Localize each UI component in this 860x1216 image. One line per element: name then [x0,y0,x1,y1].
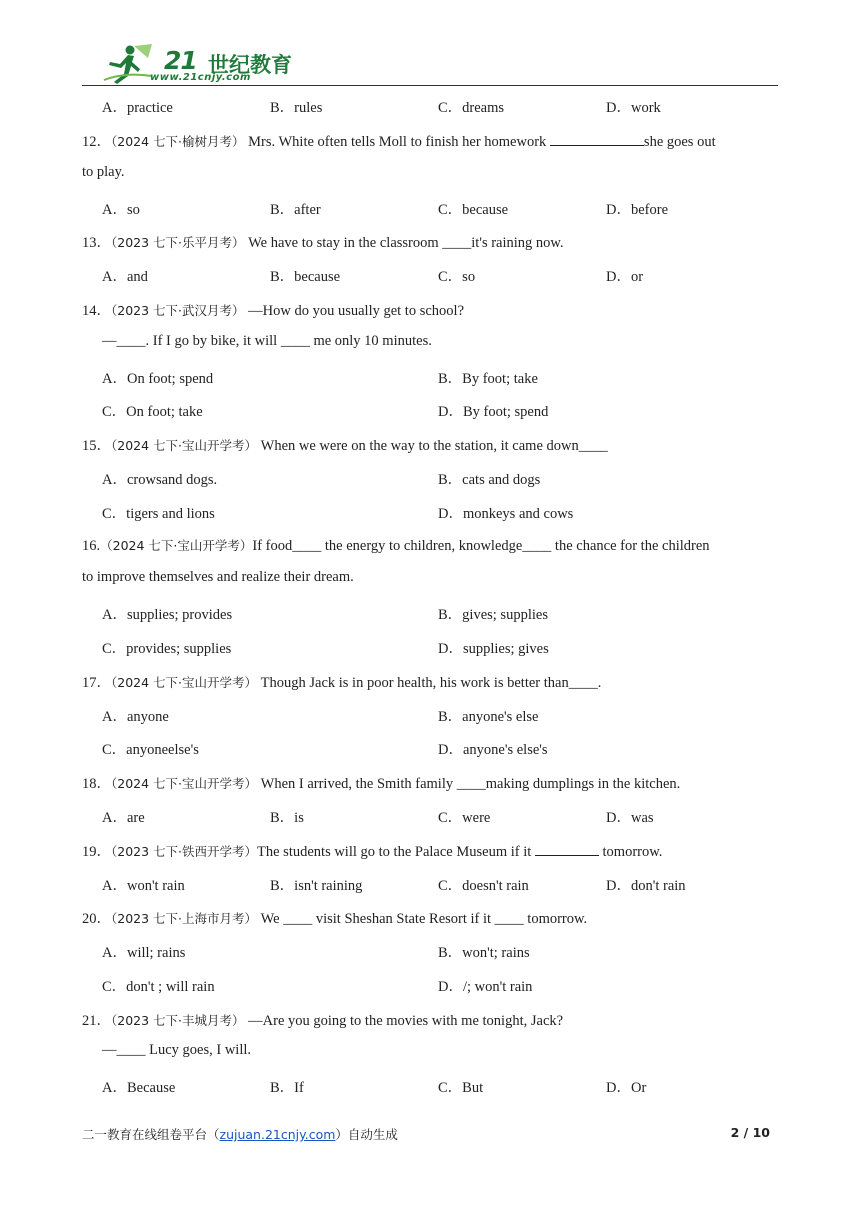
question-stem: The students will go to the Palace Museum if it [257,844,535,860]
question-number: 13． [82,235,111,251]
q20-option-d: D．/; won't rain [438,979,533,995]
question-stem-tail: tomorrow. [598,844,663,860]
q14-option-b: B．By foot; take [438,371,538,387]
question-number: 18． [82,776,111,792]
q12-option-b: B．after [270,202,321,218]
question-stem: —Are you going to the movies with me tonight, Jack? [244,1013,564,1029]
q18-option-a: A．are [102,810,145,826]
question-number: 16. [82,538,101,554]
logo-url: www.21cnjy.com [150,72,251,83]
q17-option-b: B．anyone's else [438,709,539,725]
q20-option-b: B．won't; rains [438,945,530,961]
question-13 [82,231,564,252]
q15-option-a: A．crowsand dogs. [102,472,218,488]
question-stem: When I arrived, the Smith family ____making dumplings in the kitchen. [257,776,681,792]
question-source: （2024 七下·榆树月考） [111,134,245,149]
question-source: （2023 七下·铁西开学考） [111,844,258,859]
q19-option-d: D．don't rain [606,878,686,894]
question-stem: When we were on the way to the station, it came down____ [257,438,608,454]
logo-number: 21 [164,46,197,75]
question-number: 20． [82,911,111,927]
question-source: （2024 七下·宝山开学考） [111,675,258,690]
question-stem: Mrs. White often tells Moll to finish her homework [244,134,550,150]
footer-text: 二一教育在线组卷平台（ [82,1127,220,1142]
question-stem: —How do you usually get to school? [244,303,465,319]
question-source: （2023 七下·乐平月考） [111,235,245,250]
answer-blank [550,133,644,146]
question-stem: We ____ visit Sheshan State Resort if it ____ tomorrow. [257,911,588,927]
question-14 [82,299,464,320]
question-source: （2023 七下·武汉月考） [111,303,245,318]
question-12-line2: to play. [82,164,125,180]
question-source: （2024 七下·宝山开学考） [111,438,258,453]
question-number: 15． [82,438,111,454]
question-source: （2024 七下·宝山开学考） [111,776,258,791]
q21-option-c: C．But [438,1080,484,1096]
question-15 [82,434,608,455]
question-stem-tail: she goes out [643,134,716,150]
q14-option-c: C．On foot; take [102,404,203,420]
q20-option-a: A．will; rains [102,945,186,961]
question-18 [82,772,680,793]
question-16-line2: to improve themselves and realize their dream. [82,569,354,585]
q13-option-b: B．because [270,269,341,285]
question-stem: Though Jack is in poor health, his work is better than____. [257,675,602,691]
footer-credit [82,1125,398,1143]
q15-option-d: D．monkeys and cows [438,506,574,522]
q16-option-b: B．gives; supplies [438,607,548,623]
q20-option-c: C．don't ; will rain [102,979,215,995]
answer-blank [535,843,599,856]
question-21-line2: —____ Lucy goes, I will. [102,1042,252,1058]
question-number: 12． [82,134,111,150]
q16-option-a: A．supplies; provides [102,607,233,623]
question-19 [82,840,662,861]
q16-option-d: D．supplies; gives [438,641,549,657]
question-12 [82,130,716,151]
question-20 [82,907,587,928]
logo [100,42,340,86]
question-stem: If food____ the energy to children, knowledge____ the chance for the children [252,538,710,554]
footer-text-tail: ）自动生成 [335,1127,398,1142]
question-14-line2: —____. If I go by bike, it will ____ me only 10 minutes. [102,333,432,349]
q14-option-d: D．By foot; spend [438,404,549,420]
q11-option-c: C．dreams [438,100,505,116]
question-21 [82,1009,563,1030]
question-16 [82,536,710,555]
q12-option-c: C．because [438,202,509,218]
q17-option-d: D．anyone's else's [438,742,548,758]
q21-option-a: A．Because [102,1080,176,1096]
q15-option-c: C．tigers and lions [102,506,215,522]
page-header [82,40,778,86]
question-number: 21． [82,1013,111,1029]
q11-option-d: D．work [606,100,661,116]
question-source: （2023 七下·上海市月考） [111,911,258,926]
q16-option-c: C．provides; supplies [102,641,232,657]
q12-option-a: A．so [102,202,140,218]
q13-option-d: D．or [606,269,644,285]
question-number: 17． [82,675,111,691]
logo-chinese-text: 世纪教育 [208,53,292,77]
q12-option-d: D．before [606,202,669,218]
q11-option-a: A．practice [102,100,173,116]
q19-option-c: C．doesn't rain [438,878,529,894]
q13-option-c: C．so [438,269,476,285]
question-stem: We have to stay in the classroom ____it's raining now. [244,235,564,251]
question-number: 19． [82,844,111,860]
q19-option-b: B．isn't raining [270,878,363,894]
header-divider [82,85,778,86]
q14-option-a: A．On foot; spend [102,371,214,387]
q17-option-c: C．anyoneelse's [102,742,199,758]
question-source: （2024 七下·宝山开学考） [100,538,253,553]
q15-option-b: B．cats and dogs [438,472,541,488]
question-source: （2023 七下·丰城月考） [111,1013,245,1028]
q21-option-d: D．Or [606,1080,647,1096]
q18-option-d: D．was [606,810,654,826]
q13-option-a: A．and [102,269,148,285]
question-17 [82,671,601,692]
page-number: 2 / 10 [730,1125,770,1140]
q21-option-b: B．If [270,1080,304,1096]
q11-option-b: B．rules [270,100,323,116]
footer-link[interactable]: zujuan.21cnjy.com [219,1127,336,1142]
question-number: 14． [82,303,111,319]
q18-option-b: B．is [270,810,304,826]
q19-option-a: A．won't rain [102,878,185,894]
q17-option-a: A．anyone [102,709,169,725]
q18-option-c: C．were [438,810,491,826]
